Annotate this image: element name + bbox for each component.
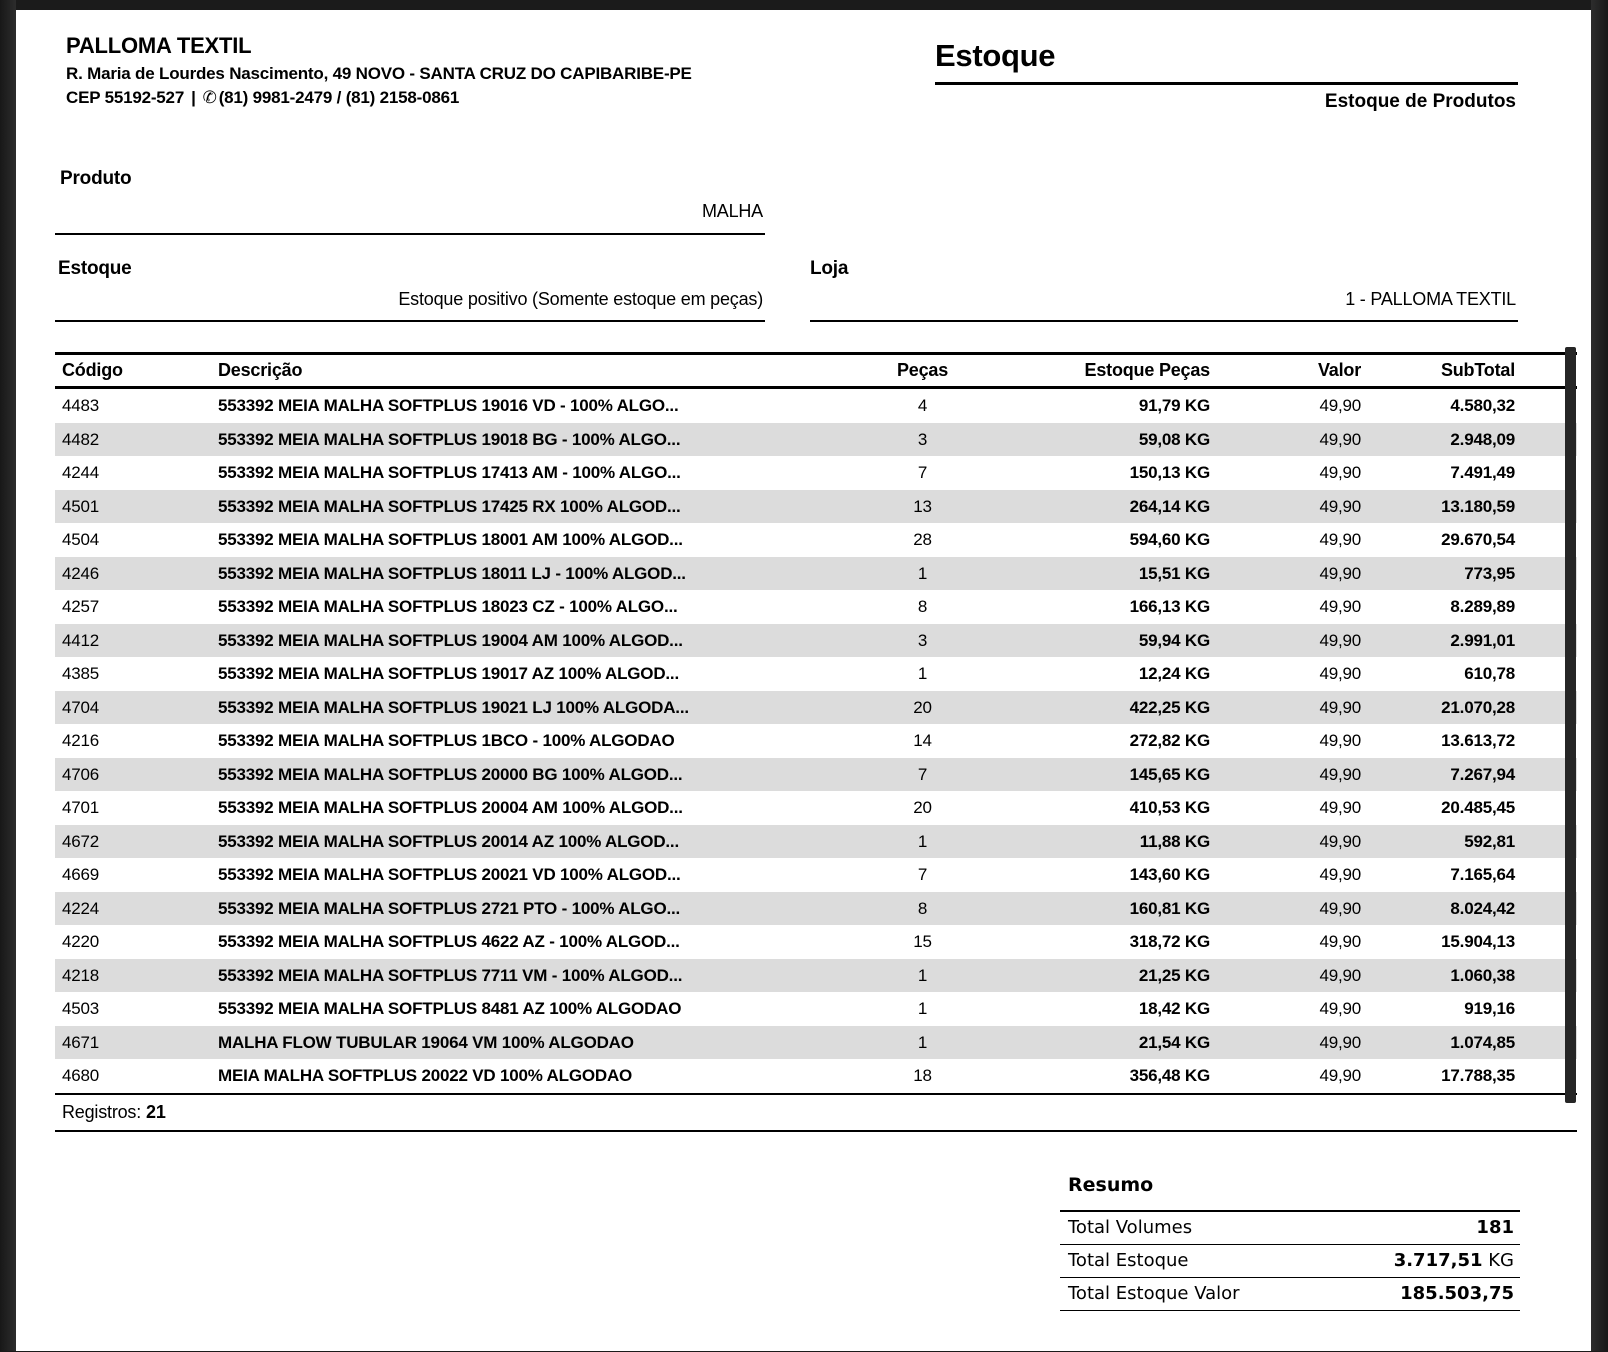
cell-valor: 49,90 xyxy=(1319,563,1361,583)
cell-valor: 49,90 xyxy=(1319,530,1361,549)
cell-estoque-pecas: 264,14 KG xyxy=(1129,496,1210,516)
cell-valor: 49,90 xyxy=(1319,496,1361,516)
table-body xyxy=(55,389,1577,1093)
cell-subtotal: 1.074,85 xyxy=(1450,1032,1515,1052)
report-title: Estoque xyxy=(935,36,1518,85)
company-header xyxy=(66,32,692,110)
cell-descricao: MALHA FLOW TUBULAR 19064 VM 100% ALGODAO xyxy=(218,1032,634,1052)
cell-descricao: 553392 MEIA MALHA SOFTPLUS 17425 RX 100% ALGOD... xyxy=(218,496,681,516)
cell-estoque-pecas: 59,08 KG xyxy=(1138,429,1210,449)
cell-pecas: 8 xyxy=(917,898,928,918)
cell-pecas: 1 xyxy=(917,664,928,683)
cell-pecas: 18 xyxy=(913,1066,932,1085)
cell-subtotal: 2.948,09 xyxy=(1450,429,1515,449)
cell-estoque-pecas: 272,82 KG xyxy=(1129,731,1210,750)
company-cep: CEP 55192-527 xyxy=(66,88,185,107)
summary-row xyxy=(1060,1278,1520,1311)
cell-valor: 49,90 xyxy=(1319,731,1361,750)
cell-pecas: 20 xyxy=(913,697,932,717)
cell-pecas: 20 xyxy=(913,798,932,817)
summary-box xyxy=(1060,1174,1520,1311)
company-address: R. Maria de Lourdes Nascimento, 49 NOVO - SANTA CRUZ DO CAPIBARIBE-PE xyxy=(66,64,692,83)
cell-valor: 49,90 xyxy=(1319,932,1361,951)
cell-descricao: 553392 MEIA MALHA SOFTPLUS 19017 AZ 100% ALGOD... xyxy=(218,664,679,683)
cell-codigo: 4385 xyxy=(62,664,100,683)
cell-valor: 49,90 xyxy=(1319,965,1361,985)
cell-valor: 49,90 xyxy=(1319,396,1361,415)
viewer-chrome-top xyxy=(0,0,1608,10)
cell-descricao: 553392 MEIA MALHA SOFTPLUS 4622 AZ - 100% ALGOD... xyxy=(218,932,680,951)
cell-codigo: 4701 xyxy=(62,798,100,817)
summary-unit: KG xyxy=(1482,1250,1514,1271)
cell-pecas: 1 xyxy=(917,999,928,1018)
cell-estoque-pecas: 18,42 KG xyxy=(1138,999,1210,1018)
summary-label: Total Estoque Valor xyxy=(1068,1283,1240,1304)
cell-estoque-pecas: 422,25 KG xyxy=(1129,697,1210,717)
filter-loja-label: Loja xyxy=(810,258,849,279)
cell-pecas: 13 xyxy=(913,496,932,516)
cell-estoque-pecas: 21,25 KG xyxy=(1138,965,1210,985)
viewer-chrome-left xyxy=(0,0,16,1352)
cell-estoque-pecas: 91,79 KG xyxy=(1138,396,1210,415)
summary-value: 185.503,75 xyxy=(1400,1283,1514,1304)
cell-valor: 49,90 xyxy=(1319,865,1361,884)
table-row xyxy=(55,523,1577,557)
cell-subtotal: 592,81 xyxy=(1464,831,1515,851)
cell-subtotal: 20.485,45 xyxy=(1441,798,1515,817)
cell-pecas: 7 xyxy=(917,463,928,482)
cell-codigo: 4503 xyxy=(62,999,100,1018)
table-row xyxy=(55,1026,1577,1060)
cell-descricao: 553392 MEIA MALHA SOFTPLUS 7711 VM - 100% ALGOD... xyxy=(218,965,683,985)
cell-codigo: 4669 xyxy=(62,865,100,884)
cell-codigo: 4704 xyxy=(62,697,100,717)
table-header-row xyxy=(55,352,1577,389)
cell-subtotal: 610,78 xyxy=(1464,664,1515,683)
cell-codigo: 4504 xyxy=(62,530,100,549)
table-row xyxy=(55,959,1577,993)
cell-estoque-pecas: 143,60 KG xyxy=(1129,865,1210,884)
cell-valor: 49,90 xyxy=(1319,664,1361,683)
summary-row xyxy=(1060,1212,1520,1245)
table-row xyxy=(55,590,1577,624)
company-phones: (81) 9981-2479 / (81) 2158-0861 xyxy=(218,88,460,107)
phone-icon: ✆ xyxy=(202,88,217,107)
table-row xyxy=(55,490,1577,524)
cell-codigo: 4246 xyxy=(62,563,100,583)
report-subtitle: Estoque de Produtos xyxy=(1324,91,1516,112)
header-pecas: Peças xyxy=(896,360,949,380)
header-valor: Valor xyxy=(1317,360,1361,380)
cell-pecas: 3 xyxy=(917,630,928,650)
cell-descricao: 553392 MEIA MALHA SOFTPLUS 20000 BG 100% ALGOD... xyxy=(218,764,683,784)
cell-pecas: 4 xyxy=(917,396,928,415)
cell-subtotal: 13.180,59 xyxy=(1441,496,1515,516)
cell-subtotal: 13.613,72 xyxy=(1441,731,1515,750)
viewer-chrome-right xyxy=(1591,0,1608,1352)
cell-valor: 49,90 xyxy=(1319,630,1361,650)
report-page xyxy=(16,10,1591,1351)
cell-subtotal: 4.580,32 xyxy=(1450,396,1515,415)
cell-descricao: 553392 MEIA MALHA SOFTPLUS 8481 AZ 100% ALGODAO xyxy=(218,999,682,1018)
cell-valor: 49,90 xyxy=(1319,798,1361,817)
cell-estoque-pecas: 166,13 KG xyxy=(1129,597,1210,616)
table-row xyxy=(55,624,1577,658)
cell-pecas: 1 xyxy=(917,1032,928,1052)
cell-descricao: 553392 MEIA MALHA SOFTPLUS 18001 AM 100% ALGOD... xyxy=(218,530,683,549)
company-name: PALLOMA TEXTIL xyxy=(66,33,252,58)
cell-valor: 49,90 xyxy=(1319,764,1361,784)
table-row xyxy=(55,389,1577,423)
cell-codigo: 4671 xyxy=(62,1032,100,1052)
summary-value: 3.717,51 xyxy=(1393,1250,1483,1271)
header-codigo: Código xyxy=(62,360,123,380)
cell-valor: 49,90 xyxy=(1319,999,1361,1018)
cell-descricao: 553392 MEIA MALHA SOFTPLUS 19004 AM 100% ALGOD... xyxy=(218,630,683,650)
cell-valor: 49,90 xyxy=(1319,1066,1361,1085)
cell-pecas: 7 xyxy=(917,865,928,884)
cell-valor: 49,90 xyxy=(1319,898,1361,918)
table-row xyxy=(55,925,1577,959)
filter-estoque-value: Estoque positivo (Somente estoque em peças) xyxy=(55,278,765,322)
cell-estoque-pecas: 21,54 KG xyxy=(1138,1032,1210,1052)
cell-codigo: 4224 xyxy=(62,898,100,918)
cell-subtotal: 7.165,64 xyxy=(1450,865,1515,884)
cell-pecas: 28 xyxy=(913,530,932,549)
cell-pecas: 8 xyxy=(917,597,928,616)
cell-valor: 49,90 xyxy=(1319,831,1361,851)
cell-pecas: 15 xyxy=(913,932,932,951)
cell-codigo: 4244 xyxy=(62,463,100,482)
summary-row xyxy=(1060,1245,1520,1278)
header-estoque-pecas: Estoque Peças xyxy=(1084,360,1210,380)
table-row xyxy=(55,456,1577,490)
header-subtotal: SubTotal xyxy=(1440,360,1515,380)
table-row xyxy=(55,791,1577,825)
cell-descricao: 553392 MEIA MALHA SOFTPLUS 1BCO - 100% ALGODAO xyxy=(218,731,675,750)
cell-valor: 49,90 xyxy=(1319,697,1361,717)
cell-estoque-pecas: 318,72 KG xyxy=(1129,932,1210,951)
cell-descricao: 553392 MEIA MALHA SOFTPLUS 18023 CZ - 100% ALGO... xyxy=(218,597,678,616)
table-row xyxy=(55,758,1577,792)
table-row xyxy=(55,691,1577,725)
table-row xyxy=(55,724,1577,758)
cell-subtotal: 773,95 xyxy=(1464,563,1515,583)
cell-subtotal: 8.289,89 xyxy=(1450,597,1515,616)
filter-produto-value: MALHA xyxy=(55,190,765,235)
cell-valor: 49,90 xyxy=(1319,463,1361,482)
cell-descricao: 553392 MEIA MALHA SOFTPLUS 18011 LJ - 100% ALGOD... xyxy=(218,563,686,583)
company-contact xyxy=(66,86,692,110)
cell-codigo: 4220 xyxy=(62,932,100,951)
cell-valor: 49,90 xyxy=(1319,597,1361,616)
cell-descricao: 553392 MEIA MALHA SOFTPLUS 2721 PTO - 100% ALGO... xyxy=(218,898,681,918)
cell-descricao: 553392 MEIA MALHA SOFTPLUS 19018 BG - 100% ALGO... xyxy=(218,429,681,449)
cell-estoque-pecas: 150,13 KG xyxy=(1129,463,1210,482)
table-row xyxy=(55,557,1577,591)
cell-descricao: 553392 MEIA MALHA SOFTPLUS 20014 AZ 100% ALGOD... xyxy=(218,831,679,851)
table-row xyxy=(55,825,1577,859)
table-row xyxy=(55,992,1577,1026)
cell-estoque-pecas: 356,48 KG xyxy=(1129,1066,1210,1085)
cell-estoque-pecas: 145,65 KG xyxy=(1129,764,1210,784)
cell-pecas: 1 xyxy=(917,831,928,851)
cell-estoque-pecas: 594,60 KG xyxy=(1129,530,1210,549)
cell-subtotal: 8.024,42 xyxy=(1450,898,1515,918)
cell-subtotal: 2.991,01 xyxy=(1450,630,1515,650)
registros-count: 21 xyxy=(146,1101,166,1122)
cell-estoque-pecas: 410,53 KG xyxy=(1129,798,1210,817)
summary-label: Total Estoque xyxy=(1068,1250,1189,1271)
table-row xyxy=(55,1059,1577,1093)
filter-loja-value: 1 - PALLOMA TEXTIL xyxy=(810,278,1518,322)
stock-table xyxy=(55,352,1577,1132)
cell-descricao: MEIA MALHA SOFTPLUS 20022 VD 100% ALGODAO xyxy=(218,1066,633,1085)
cell-descricao: 553392 MEIA MALHA SOFTPLUS 20021 VD 100% ALGOD... xyxy=(218,865,681,884)
report-title-block xyxy=(935,36,1518,113)
cell-estoque-pecas: 12,24 KG xyxy=(1138,664,1210,683)
cell-estoque-pecas: 15,51 KG xyxy=(1138,563,1210,583)
cell-subtotal: 21.070,28 xyxy=(1441,697,1515,717)
cell-subtotal: 15.904,13 xyxy=(1441,932,1515,951)
cell-codigo: 4680 xyxy=(62,1066,100,1085)
cell-codigo: 4483 xyxy=(62,396,100,415)
header-descricao: Descrição xyxy=(218,360,303,380)
cell-subtotal: 7.267,94 xyxy=(1450,764,1515,784)
table-row xyxy=(55,423,1577,457)
cell-codigo: 4216 xyxy=(62,731,100,750)
table-row xyxy=(55,657,1577,691)
cell-descricao: 553392 MEIA MALHA SOFTPLUS 19016 VD - 100% ALGO... xyxy=(218,396,679,415)
registros-label: Registros: xyxy=(62,1101,142,1122)
cell-subtotal: 17.788,35 xyxy=(1441,1066,1515,1085)
cell-codigo: 4672 xyxy=(62,831,100,851)
cell-subtotal: 29.670,54 xyxy=(1441,530,1515,549)
summary-title: Resumo xyxy=(1060,1174,1520,1212)
filter-estoque-label: Estoque xyxy=(58,258,132,279)
cell-codigo: 4706 xyxy=(62,764,100,784)
cell-subtotal: 919,16 xyxy=(1464,999,1515,1018)
cell-codigo: 4218 xyxy=(62,965,100,985)
summary-value: 181 xyxy=(1476,1217,1514,1238)
table-row xyxy=(55,858,1577,892)
cell-estoque-pecas: 11,88 KG xyxy=(1139,831,1210,851)
cell-codigo: 4412 xyxy=(62,630,100,650)
cell-descricao: 553392 MEIA MALHA SOFTPLUS 20004 AM 100% ALGOD... xyxy=(218,798,683,817)
table-footer xyxy=(55,1093,1577,1132)
cell-valor: 49,90 xyxy=(1319,429,1361,449)
summary-label: Total Volumes xyxy=(1068,1217,1193,1238)
cell-pecas: 14 xyxy=(913,731,932,750)
cell-codigo: 4501 xyxy=(62,496,100,516)
cell-descricao: 553392 MEIA MALHA SOFTPLUS 19021 LJ 100% ALGODA... xyxy=(218,697,689,717)
cell-codigo: 4257 xyxy=(62,597,100,616)
cell-subtotal: 7.491,49 xyxy=(1450,463,1515,482)
cell-pecas: 1 xyxy=(917,965,928,985)
cell-estoque-pecas: 160,81 KG xyxy=(1129,898,1210,918)
table-row xyxy=(55,892,1577,926)
cell-estoque-pecas: 59,94 KG xyxy=(1138,630,1210,650)
cell-valor: 49,90 xyxy=(1319,1032,1361,1052)
scrollbar-thumb[interactable] xyxy=(1565,347,1576,1103)
cell-pecas: 7 xyxy=(917,764,928,784)
cell-descricao: 553392 MEIA MALHA SOFTPLUS 17413 AM - 100% ALGO... xyxy=(218,463,681,482)
filter-produto-label: Produto xyxy=(60,168,132,189)
cell-pecas: 3 xyxy=(917,429,928,449)
contact-separator: | xyxy=(191,88,196,107)
cell-subtotal: 1.060,38 xyxy=(1450,965,1515,985)
cell-pecas: 1 xyxy=(917,563,928,583)
cell-codigo: 4482 xyxy=(62,429,100,449)
